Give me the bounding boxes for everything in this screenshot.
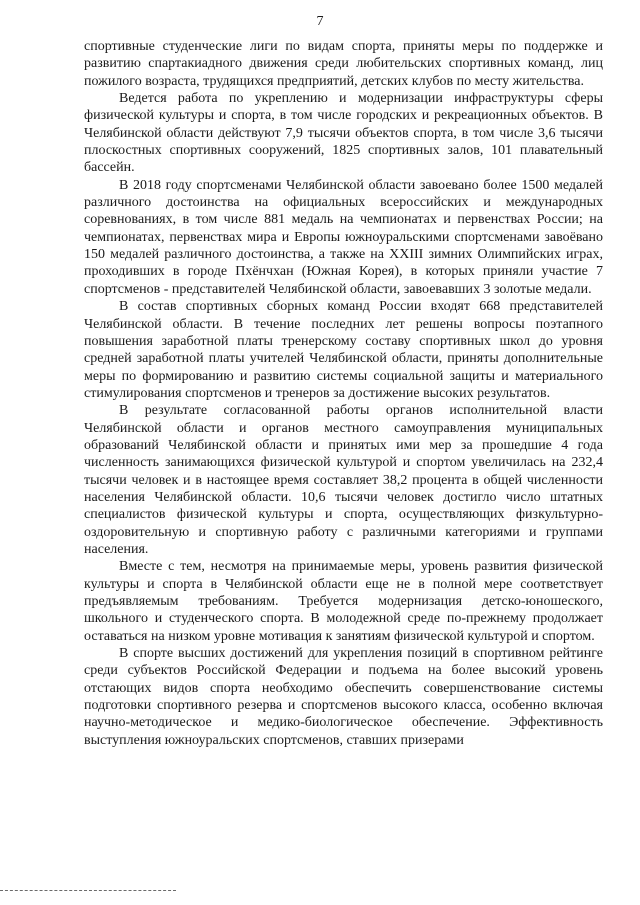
paragraph-6: Вместе с тем, несмотря на принимаемые меры, уровень развития физической культуры и спорта в Челябинской области еще не в полной мере соответствует предъявляемым требованиям. Требуется модернизация детско-юношеского, школьного и студенческого спорта. В молодежной среде по-прежнему продолжает оставаться на низком уровне мотивация к занятиям физической культурой и спортом.	[84, 559, 603, 644]
paragraph-1: спортивные студенческие лиги по видам спорта, приняты меры по поддержке и развитию спартакиадного движения среди любительских спортивных команд, лиц пожилого возраста, трудящихся предприятий, детских клубов по месту жительства.	[84, 39, 603, 89]
paragraph-5: В результате согласованной работы органов исполнительной власти Челябинской области и органов местного самоуправления муниципальных образований Челябинской области и принятых ими мер за прошедшие 4 года численность занимающихся физической культурой и спортом увеличилась на 232,4 тысячи человек и в настоящее время составляет 38,2 процента в общей численности населения Челябинской области. 10,6 тысячи человек достигло число штатных специалистов физической культуры и спорта, осуществляющих физкультурно-оздоровительную и спортивную работу с различными категориями и группами населения.	[84, 403, 603, 557]
page-number: 7	[316, 14, 324, 29]
paragraph-2: Ведется работа по укреплению и модернизации инфраструктуры сферы физической культуры и спорта, в том числе городских и рекреационных объектов. В Челябинской области действуют 7,9 тысячи объектов спорта, в том числе 3,6 тысячи плоскостных спортивных сооружений, 1825 спортивных залов, 101 плавательный бассейн.	[84, 91, 603, 176]
paragraph-4: В состав спортивных сборных команд России входят 668 представителей Челябинской области. В течение последних лет решены вопросы поэтапного повышения заработной платы тренерскому составу спортивных школ до уровня средней заработной платы учителей Челябинской области, приняты дополнительные меры по формированию и развитию системы социальной защиты и материального стимулирования спортсменов и тренеров за достижение высоких результатов.	[84, 299, 603, 401]
footer-divider	[0, 890, 176, 891]
body-text	[84, 38, 603, 749]
paragraph-3: В 2018 году спортсменами Челябинской области завоевано более 1500 медалей различного достоинства на официальных всероссийских и международных соревнованиях, в том числе 881 медаль на чемпионатах и первенствах России; на чемпионатах, первенствах мира и Европы южноуральскими спортсменами завоёвано 150 медалей различного достоинства, а также на XXIII зимних Олимпийских играх, проходивших в городе Пхёнчхан (Южная Корея), в которых приняли участие 7 спортсменов - представителей Челябинской области, завоевавших 3 золотые медали.	[84, 177, 603, 297]
paragraph-7: В спорте высших достижений для укрепления позиций в спортивном рейтинге среди субъектов Российской Федерации и подъема на более высокий уровень отстающих видов спорта необходимо обеспечить совершенствование системы подготовки спортивного резерва и спортсменов высокого класса, особенно включая научно-методическое и медико-биологическое обеспечение. Эффективность выступления южноуральских спортсменов, ставших призерами	[84, 646, 603, 748]
